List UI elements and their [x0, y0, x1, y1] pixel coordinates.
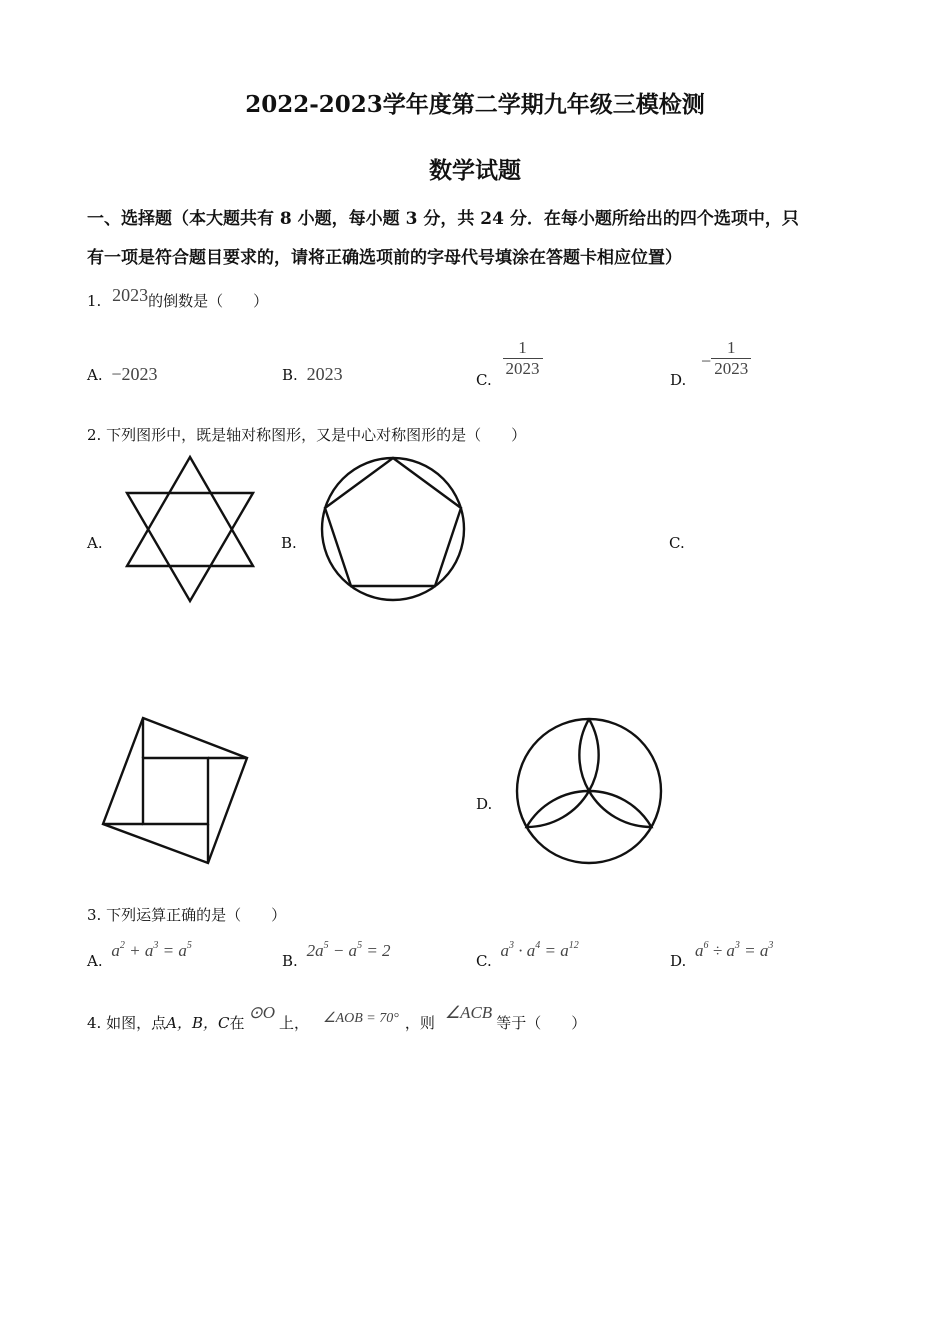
- fraction: [503, 338, 543, 379]
- question-4-text: 上，: [279, 1014, 310, 1032]
- fraction: [711, 338, 751, 379]
- question-1-expression: 2023: [112, 285, 149, 305]
- question-3-text: 下列运算正确的是（ ）: [106, 906, 287, 924]
- upward-triangle: [127, 457, 253, 566]
- question-2-text: 下列图形中，既是轴对称图形，又是中心对称图形的是（ ）: [106, 426, 527, 444]
- circle-o: ⊙O: [248, 1003, 275, 1022]
- section-instructions-line-2: 有一项是符合题目要求的，请将正确选项前的字母代号填涂在答题卡相应位置）: [87, 248, 682, 268]
- section-instructions-line-1: 一、选择题（本大题共有 8 小题，每小题 3 分，共 24 分．在每小题所给出的四个选项中，只: [87, 209, 799, 229]
- three-arc-circle-figure: [510, 712, 668, 870]
- q2-option-d-label[interactable]: D.: [476, 795, 493, 813]
- question-4-text: 在: [229, 1014, 245, 1032]
- downward-triangle: [127, 493, 253, 601]
- option-label: C.: [476, 952, 492, 970]
- option-expression: $a^6 \div a^3 = a^3$: [695, 940, 774, 960]
- angle-aob: ∠AOB = 70°: [323, 1011, 399, 1026]
- minus-sign: −: [701, 350, 712, 371]
- lens-arc: [579, 719, 598, 791]
- question-number: 3.: [87, 906, 102, 924]
- q1-option-b[interactable]: [282, 364, 343, 385]
- q3-option-d[interactable]: [670, 940, 774, 971]
- q3-option-a[interactable]: [87, 940, 192, 971]
- q1-option-d[interactable]: [670, 338, 751, 389]
- lens-arc: [527, 791, 589, 827]
- question-1: [87, 285, 269, 311]
- option-expression: $a^3 \cdot a^4 = a^{12}$: [500, 940, 579, 960]
- option-value: 2023: [306, 364, 343, 384]
- q1-option-a[interactable]: [87, 364, 158, 385]
- pinwheel-square-figure: [98, 712, 256, 870]
- option-expression: $a^2 + a^3 = a^5$: [111, 940, 192, 960]
- option-label: B.: [282, 952, 298, 970]
- q3-option-b[interactable]: [282, 940, 391, 971]
- q2-option-b-label[interactable]: B.: [281, 534, 297, 552]
- point-labels: A，B，C: [166, 1014, 230, 1032]
- question-4-text: 等于（ ）: [496, 1014, 587, 1032]
- question-4: [87, 1003, 587, 1033]
- question-4-text: ，则: [404, 1014, 435, 1032]
- question-3: [87, 904, 286, 925]
- question-number: 4.: [87, 1014, 102, 1032]
- option-label: B.: [282, 366, 298, 384]
- q3-option-c[interactable]: [476, 940, 579, 971]
- outer-tilted-square: [103, 718, 247, 863]
- option-expression: $2a^5 - a^5 = 2$: [306, 940, 391, 960]
- option-label: A.: [87, 366, 103, 384]
- page-subtitle: 数学试题: [429, 157, 521, 184]
- page-title: 2022-2023学年度第二学期九年级三模检测: [245, 91, 705, 118]
- question-4-text: 如图，点: [106, 1014, 167, 1032]
- option-label: D.: [670, 952, 687, 970]
- q2-option-c-label[interactable]: C.: [669, 534, 685, 552]
- fraction-numerator: 1: [726, 338, 736, 357]
- question-number: 1.: [87, 292, 102, 310]
- q1-option-c[interactable]: [476, 338, 543, 389]
- q2-option-a-label[interactable]: A.: [87, 534, 103, 552]
- circumscribed-circle: [322, 458, 464, 600]
- option-label: A.: [87, 952, 103, 970]
- circle-pentagon-figure: [315, 450, 475, 610]
- question-1-text: 的倒数是（ ）: [148, 292, 269, 310]
- option-label: D.: [670, 370, 687, 389]
- lens-arc: [589, 791, 651, 827]
- option-value: −2023: [111, 364, 158, 384]
- angle-acb: ∠ACB: [444, 1003, 493, 1022]
- option-label: C.: [476, 370, 492, 389]
- question-2: [87, 424, 526, 445]
- inner-square: [143, 758, 208, 824]
- fraction-numerator: 1: [518, 338, 527, 357]
- fraction-denominator: 2023: [711, 358, 751, 379]
- fraction-denominator: 2023: [503, 358, 543, 379]
- question-number: 2.: [87, 426, 102, 444]
- hexagram-figure: [120, 450, 260, 610]
